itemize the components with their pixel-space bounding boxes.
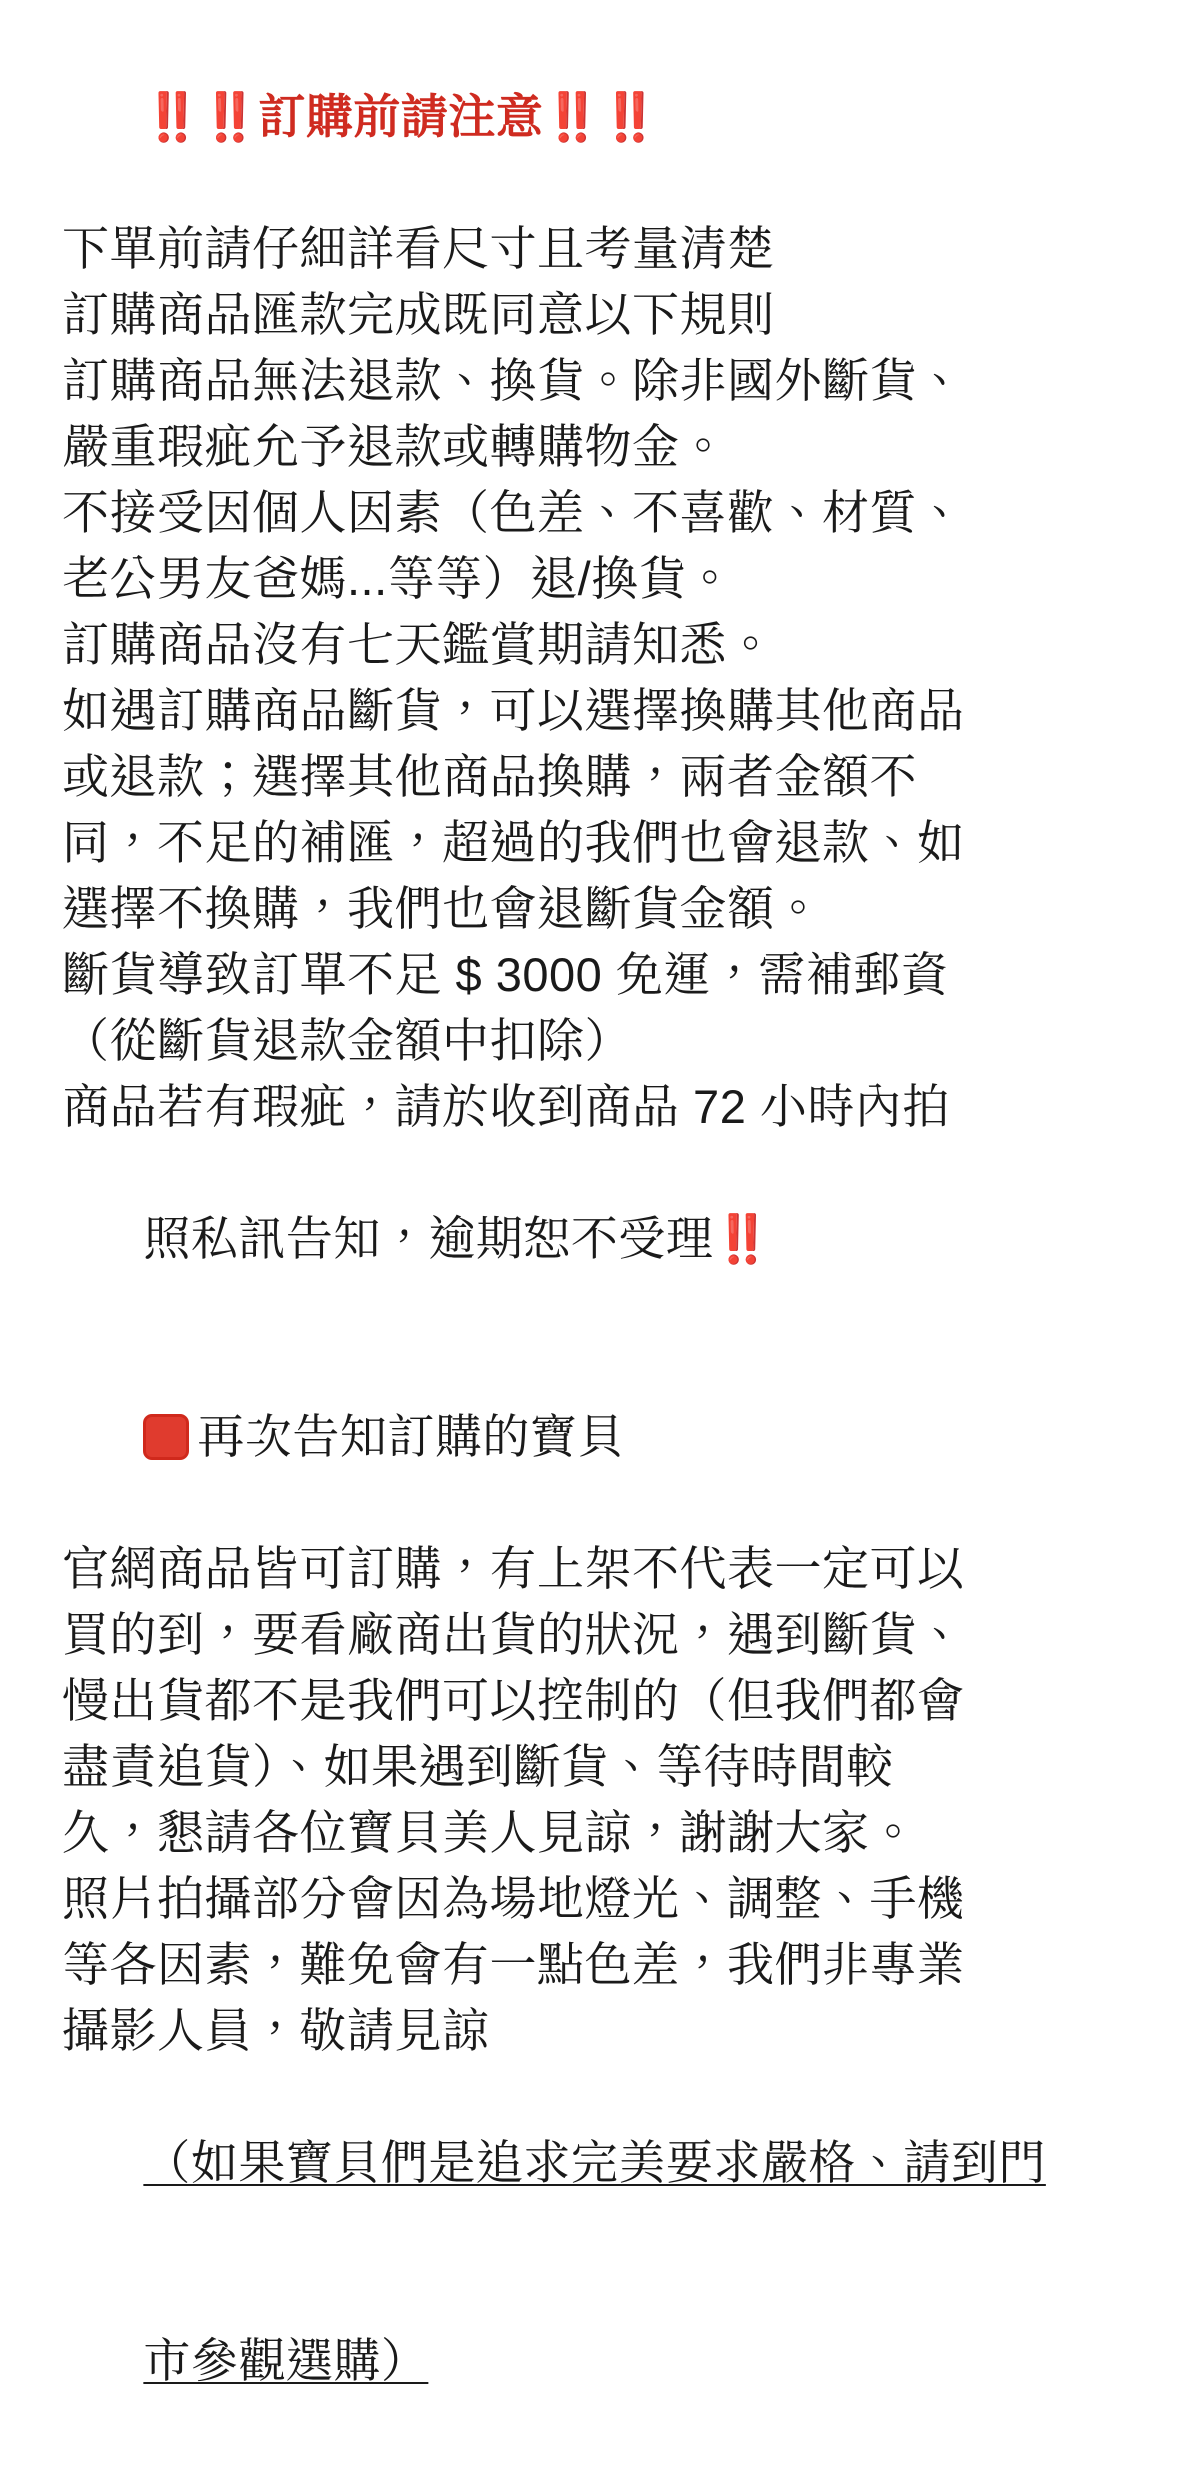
- section2-line-8: 攝影人員，敬請見諒: [62, 2004, 490, 2057]
- notice-line-3: 訂購商品無法退款、換貨。除非國外斷貨、: [62, 354, 965, 407]
- notice-line-1: 下單前請仔細詳看尺寸且考量清楚: [62, 222, 775, 275]
- notice-line-12: 斷貨導致訂單不足 $ 3000 免運，需補郵資: [62, 948, 949, 1001]
- notice-heading: [62, 18, 1148, 216]
- double-exclamation-icon-right: ‼️‼️: [543, 90, 659, 143]
- notice-line-10: 同，不足的補匯，超過的我們也會退款、如: [62, 816, 965, 869]
- notice-line-15: [62, 1140, 1148, 1338]
- order-notice-block: [62, 18, 1148, 2460]
- footer-line-2: [62, 2262, 1148, 2460]
- section2-line-5: 久，懇請各位寶貝美人見諒，謝謝大家。: [62, 1806, 917, 1859]
- section2-line-7: 等各因素，難免會有一點色差，我們非專業: [62, 1938, 965, 1991]
- footer-line-1-text: （如果寶貝們是追求完美要求嚴格、請到門: [143, 2136, 1046, 2189]
- section2-line-6: 照片拍攝部分會因為場地燈光、調整、手機: [62, 1872, 965, 1925]
- section2-title-row: [62, 1338, 1148, 1536]
- notice-line-8: 如遇訂購商品斷貨，可以選擇換購其他商品: [62, 684, 965, 737]
- section2-line-4: 盡責追貨）、如果遇到斷貨、等待時間較: [62, 1740, 894, 1793]
- notice-line-11: 選擇不換購，我們也會退斷貨金額。: [62, 882, 822, 935]
- double-exclamation-icon-left: ‼️‼️: [143, 90, 259, 143]
- notice-line-14: 商品若有瑕疵，請於收到商品 72 小時內拍: [62, 1080, 950, 1133]
- notice-line-5: 不接受因個人因素（色差、不喜歡、材質、: [62, 486, 965, 539]
- notice-line-15-text: 照私訊告知，逾期恕不受理: [143, 1212, 714, 1265]
- section2-line-1: 官網商品皆可訂購，有上架不代表一定可以: [62, 1542, 965, 1595]
- footer-line-1: [62, 2064, 1148, 2262]
- notice-line-2: 訂購商品匯款完成既同意以下規則: [62, 288, 775, 341]
- notice-line-9: 或退款；選擇其他商品換購，兩者金額不: [62, 750, 917, 803]
- notice-line-7: 訂購商品沒有七天鑑賞期請知悉。: [62, 618, 775, 671]
- footer-line-2-text: 市參觀選購）: [143, 2334, 429, 2387]
- section2-line-2: 買的到，要看廠商出貨的狀況，遇到斷貨、: [62, 1608, 965, 1661]
- notice-line-4: 嚴重瑕疵允予退款或轉購物金。: [62, 420, 727, 473]
- notice-line-13: （從斷貨退款金額中扣除）: [62, 1014, 632, 1067]
- section2-title: 再次告知訂購的寶貝: [197, 1410, 625, 1463]
- double-exclamation-icon-tail: ‼️: [713, 1212, 771, 1265]
- notice-line-6: 老公男友爸媽...等等）退/換貨。: [62, 552, 734, 605]
- stop-sign-icon: [143, 1414, 189, 1460]
- notice-heading-text: 訂購前請注意: [258, 90, 544, 143]
- section2-line-3: 慢出貨都不是我們可以控制的（但我們都會: [62, 1674, 965, 1727]
